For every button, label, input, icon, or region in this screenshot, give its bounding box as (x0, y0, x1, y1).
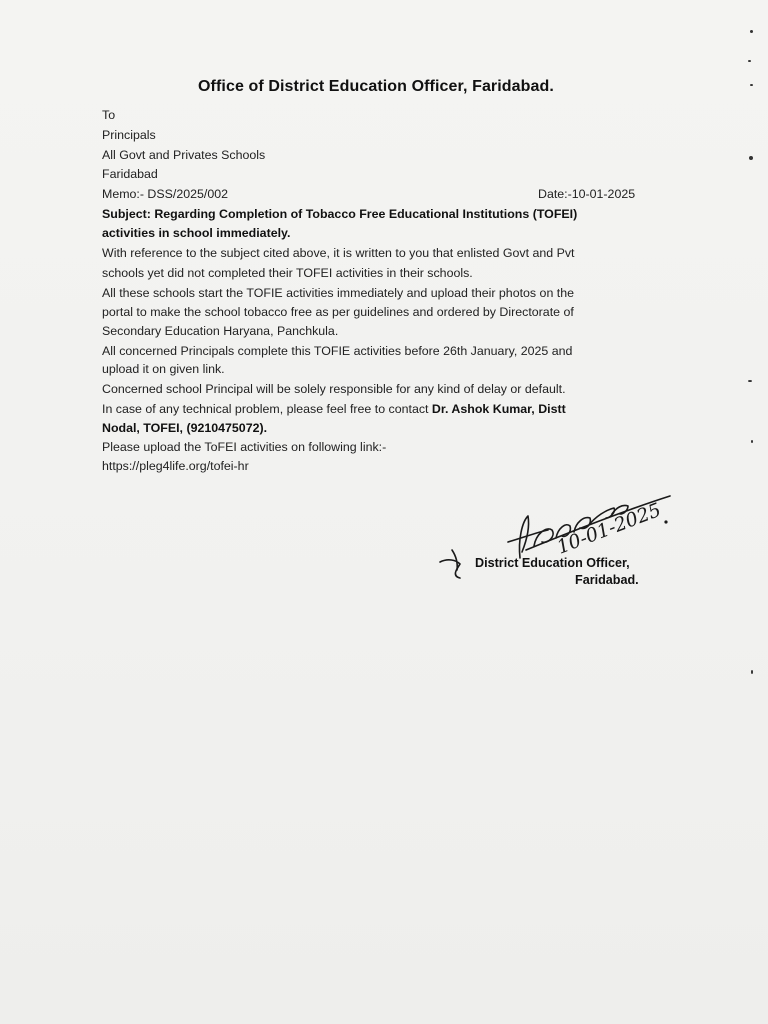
body-line: All concerned Principals complete this TOFIE activities before 26th January, 2025 and (102, 344, 573, 358)
recipient-line: All Govt and Privates Schools (102, 148, 266, 162)
upload-link[interactable]: https://pleg4life.org/tofei-hr (102, 459, 249, 473)
body-line: Secondary Education Haryana, Panchkula. (102, 324, 339, 338)
scan-speck (750, 84, 753, 86)
scan-speck (750, 30, 753, 33)
body-line: Concerned school Principal will be solely responsible for any kind of delay or default. (102, 382, 566, 396)
upload-instruction: Please upload the ToFEI activities on following link:- (102, 440, 387, 454)
subject-line: Subject: Regarding Completion of Tobacco Free Educational Institutions (TOFEI) (102, 207, 578, 221)
contact-prefix: In case of any technical problem, please feel free to contact (102, 402, 432, 416)
contact-line (102, 402, 566, 417)
contact-name: Dr. Ashok Kumar, Distt (431, 402, 566, 416)
body-line: With reference to the subject cited above, it is written to you that enlisted Govt and Pvt (102, 246, 575, 260)
recipient-line: Faridabad (102, 167, 158, 181)
signatory-place: Faridabad. (575, 573, 639, 587)
signature-date: 10-01-2025 (553, 498, 665, 559)
contact-details: Nodal, TOFEI, (9210475072). (102, 421, 268, 435)
subject-line: activities in school immediately. (102, 226, 291, 240)
body-line: upload it on given link. (102, 362, 225, 376)
body-line: portal to make the school tobacco free as per guidelines and ordered by Directorate of (102, 305, 574, 319)
signatory-title: District Education Officer, (475, 556, 630, 570)
letter-heading: Office of District Education Officer, Faridabad. (198, 78, 554, 95)
scan-speck (748, 60, 751, 62)
recipient-line: Principals (102, 128, 156, 142)
letter-date: Date:-10-01-2025 (538, 187, 636, 201)
to-label: To (102, 108, 116, 122)
scan-speck (749, 156, 753, 160)
body-line: All these schools start the TOFIE activities immediately and upload their photos on the (102, 286, 575, 300)
body-line: schools yet did not completed their TOFEI activities in their schools. (102, 266, 473, 280)
scan-speck (748, 380, 752, 382)
scan-speck (751, 670, 753, 674)
memo-number: Memo:- DSS/2025/002 (102, 187, 229, 201)
scan-speck (751, 440, 753, 443)
